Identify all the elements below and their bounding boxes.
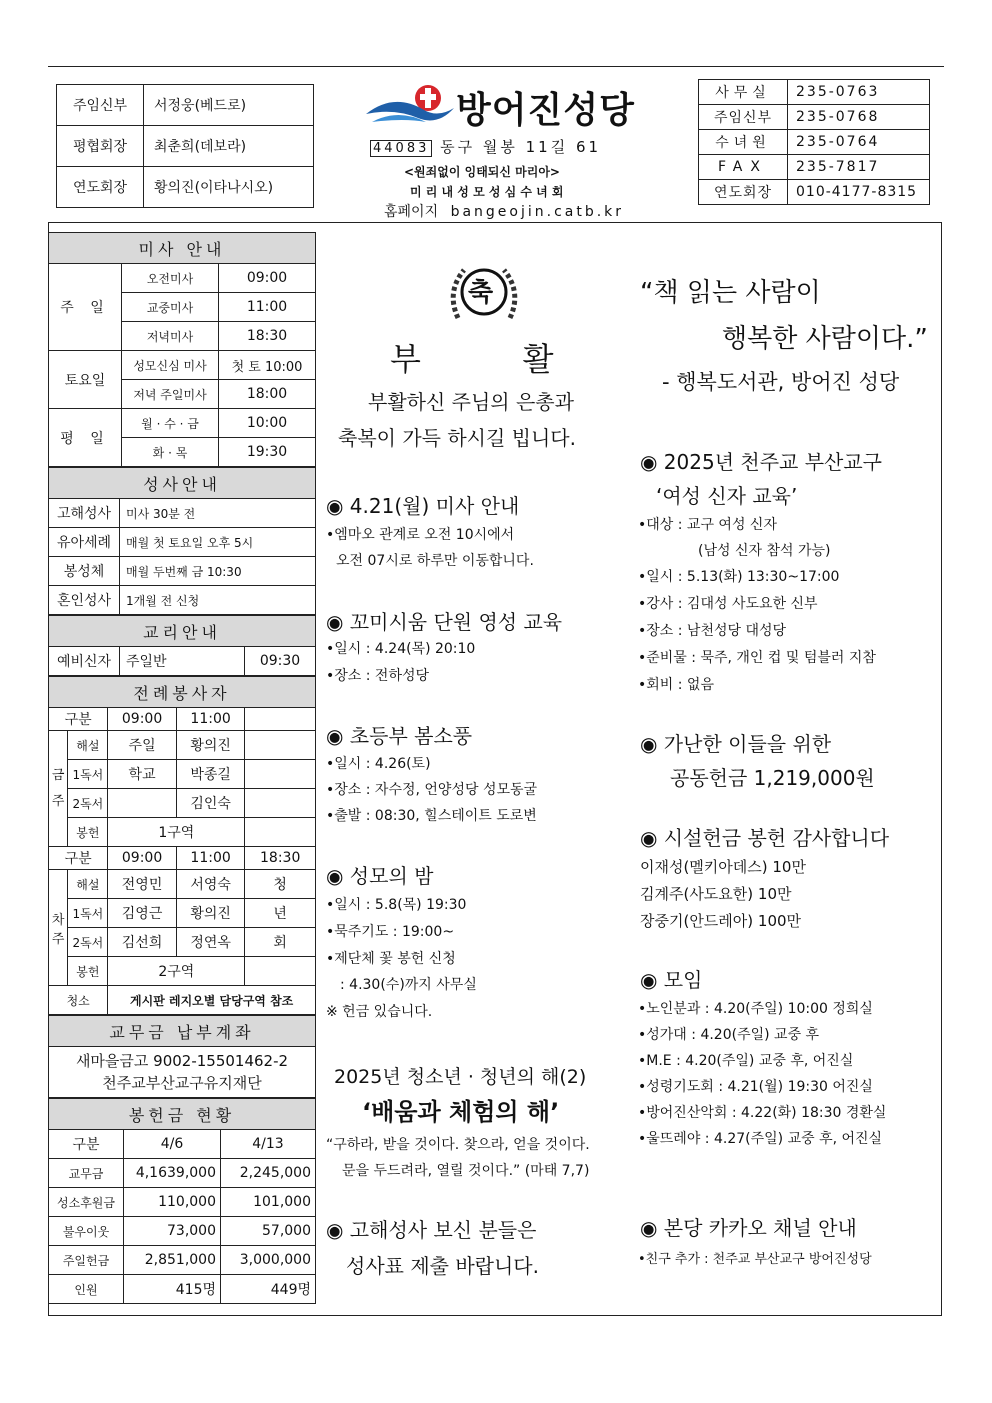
meeting: •노인분과 : 4.20(주일) 10:00 정희실 [638,1001,873,1017]
text-line: •제단체 꽃 봉헌 신청 [326,951,456,967]
mass-time: 첫 토 10:00 [219,351,316,380]
account-number: 새마을금고 9002-15501462-2 [75,1052,289,1070]
offering-value: 57,000 [221,1217,316,1246]
offering-value: 2,245,000 [221,1159,316,1188]
server: 전영민 [108,870,177,899]
meeting: •성령기도회 : 4.21(월) 19:30 어진실 [638,1079,873,1095]
zip-code: 44083 [370,140,432,157]
mass-time: 11:00 [219,293,316,322]
contact-number: 235-0768 [788,105,930,130]
text-line: •일시 : 4.24(목) 20:10 [326,641,476,657]
text-line: •강사 : 김대성 사도요한 신부 [638,596,818,612]
liturgy-head: 18:30 [245,847,316,870]
text-line: ※ 헌금 있습니다. [326,1004,433,1020]
kakao-info: •친구 추가 : 천주교 부산교구 방어진성당 [638,1252,872,1267]
offering-value: 449명 [221,1275,316,1304]
donor: 장중기(안드레아) 100만 [640,912,802,930]
sacrament-name: 유아세례 [49,528,120,557]
top-rule [48,66,944,67]
text-line: •대상 : 교구 여성 신자 [638,517,777,533]
meeting: •울뜨레야 : 4.27(주일) 교중 후, 어진실 [638,1131,883,1147]
contact-number: 010-4177-8315 [788,180,930,205]
text-line: •회비 : 없음 [638,677,714,693]
saturday-label: 토요일 [49,351,122,409]
text-line: •출발 : 08:30, 힐스테이트 도로변 [326,808,537,824]
donor: 김계주(사도요한) 10만 [640,885,792,903]
account-info [49,1047,316,1098]
server [245,789,316,818]
staff-name: 황의진(이타나시오) [144,167,314,208]
sacrament-info: 1개월 전 신청 [120,586,316,615]
text-line: : 4.30(수)까지 사무실 [340,977,477,993]
role: 해설 [68,870,108,899]
server: 김영근 [108,899,177,928]
role: 봉헌 [68,957,108,986]
mass-name: 교중미사 [122,293,219,322]
account-holder: 천주교부산교구유지재단 [102,1074,262,1092]
homepage [384,201,624,221]
doctrine-table [48,615,316,676]
mass-time: 09:00 [219,264,316,293]
server [245,760,316,789]
address [370,136,601,157]
sacrament-table [48,467,316,615]
text-line: •묵주기도 : 19:00~ [326,924,455,940]
contact-label: 연도회장 [699,180,788,205]
contact-number: 235-0764 [788,130,930,155]
mass-title: 미사 안내 [49,233,316,264]
role: 해설 [68,731,108,760]
text-line: •일시 : 5.8(목) 19:30 [326,897,467,913]
quote-line-1: “책 읽는 사람이 [640,278,821,308]
liturgy-head: 구분 [49,708,108,731]
meeting: •M.E : 4.20(주일) 교중 후, 어진실 [638,1053,854,1069]
server: 황의진 [176,899,245,928]
text-line: •준비물 : 묵주, 개인 컵 및 텀블러 지참 [638,650,876,666]
offering-item: 주일헌금 [49,1246,124,1275]
text-line: •장소 : 자수정, 언양성당 성모동굴 [326,782,538,798]
offering-value: 110,000 [124,1188,221,1217]
mass-time: 18:30 [219,322,316,351]
contact-label: 주임신부 [699,105,788,130]
offering-value: 101,000 [221,1188,316,1217]
offering-head: 4/13 [221,1130,316,1159]
contact-label: 수녀원 [699,130,788,155]
offering-item: 성소후원금 [49,1188,124,1217]
motto: <원죄없이 잉태되신 마리아> [404,165,560,179]
doctrine-name: 예비신자 [49,647,120,676]
street-address: 동구 월봉 11길 61 [440,138,602,156]
homepage-url[interactable]: bangeojin.catb.kr [450,204,625,220]
youth-year-title: 2025년 청소년 · 청년의 해(2) [334,1066,587,1088]
quote-source: - 행복도서관, 방어진 성당 [662,370,900,394]
mass-notice-title: ◉ 4.21(월) 미사 안내 [326,494,520,518]
text-line: •장소 : 남천성당 대성당 [638,623,787,639]
mass-name: 오전미사 [122,264,219,293]
role: 2독서 [68,928,108,957]
staff-name: 최춘희(데보라) [144,126,314,167]
mass-time: 19:30 [219,438,316,467]
staff-role: 주임신부 [57,85,144,126]
text-line: •일시 : 5.13(화) 13:30~17:00 [638,569,840,585]
liturgy-head [245,708,316,731]
server: 청 [245,870,316,899]
offering-value: 4,1639,000 [124,1159,221,1188]
poor-collection-title: ◉ 가난한 이들을 위한 [640,732,832,756]
offering-title: 봉헌금 현황 [49,1099,316,1130]
text-line: •일시 : 4.26(토) [326,756,431,772]
sacrament-info: 매월 첫 토요일 오후 5시 [120,528,316,557]
account-table [48,1015,316,1098]
sacrament-title: 성사안내 [49,468,316,499]
next-week-label: 차주 [49,870,68,986]
meetings-title: ◉ 모임 [640,968,703,992]
meeting: •방어진산악회 : 4.22(화) 18:30 경환실 [638,1105,887,1121]
server: 년 [245,899,316,928]
sunday-label: 주 일 [49,264,122,351]
role: 2독서 [68,789,108,818]
staff-name: 서정웅(베드로) [144,85,314,126]
role: 봉헌 [68,818,108,847]
offering-value: 73,000 [124,1217,221,1246]
mass-name: 화 · 목 [122,438,219,467]
liturgy-head: 11:00 [176,847,245,870]
homepage-label: 홈페이지 [384,204,439,220]
staff-role: 평협회장 [57,126,144,167]
mass-name: 성모신심 미사 [122,351,219,380]
easter-greeting-1: 부활하신 주님의 은총과 [368,390,574,414]
mass-name: 저녁미사 [122,322,219,351]
server: 김선희 [108,928,177,957]
role: 1독서 [68,899,108,928]
sacrament-name: 봉성체 [49,557,120,586]
server: 학교 [108,760,177,789]
liturgy-head: 11:00 [176,708,245,731]
scripture-line-1: “구하라, 받을 것이다. 찾으라, 얻을 것이다. [326,1137,590,1153]
liturgy-head: 09:00 [108,847,177,870]
offering-table [48,1098,316,1304]
kakao-title: ◉ 본당 카카오 채널 안내 [640,1216,857,1240]
women-edu-subtitle: ‘여성 신자 교육’ [656,484,798,508]
meeting: •성가대 : 4.20(주일) 교중 후 [638,1027,820,1043]
weekday-label: 평 일 [49,409,122,467]
picnic-title: ◉ 초등부 봄소풍 [326,724,473,748]
poor-collection-amount: 공동헌금 1,219,000원 [670,766,875,790]
mass-name: 월 · 수 · 금 [122,409,219,438]
church-logo-icon [364,78,456,128]
text-line: 오전 07시로 하루만 이동합니다. [336,553,534,569]
church-title: 방어진성당 [456,90,635,131]
offering-value: 2,851,000 [124,1246,221,1275]
server: 김인숙 [176,789,245,818]
server: 주일 [108,731,177,760]
liturgy-head: 구분 [49,847,108,870]
contact-label: 사무실 [699,80,788,105]
staff-table [56,84,314,208]
liturgy-table [48,676,316,1015]
text-line: •장소 : 전하성당 [326,668,430,684]
easter-title: 부 활 [390,340,554,378]
donor: 이재성(멜키아데스) 10만 [640,858,806,876]
comitium-title: ◉ 꼬미시움 단원 영성 교육 [326,610,563,634]
contact-label: FAX [699,155,788,180]
staff-role: 연도회장 [57,167,144,208]
doctrine-title: 교리안내 [49,616,316,647]
contact-number: 235-0763 [788,80,930,105]
confession-text: 성사표 제출 바랍니다. [346,1254,539,1278]
cleaning-label: 청소 [49,986,108,1015]
server: 서영숙 [176,870,245,899]
account-title: 교무금 납부계좌 [49,1016,316,1047]
quote-line-2: 행복한 사람이다.” [722,324,928,354]
youth-year-subtitle: ‘배움과 체험의 해’ [362,1098,560,1126]
easter-greeting-2: 축복이 가득 하시길 빕니다. [338,426,576,450]
offering-item: 불우이웃 [49,1217,124,1246]
sacrament-info: 미사 30분 전 [120,499,316,528]
offering-item: 인원 [49,1275,124,1304]
scripture-line-2: 문을 두드려라, 열릴 것이다.” (마태 7,7) [342,1163,590,1179]
server: 정연옥 [176,928,245,957]
server [108,789,177,818]
women-edu-title: ◉ 2025년 천주교 부산교구 [640,450,882,474]
may-night-title: ◉ 성모의 밤 [326,864,434,888]
sacrament-name: 혼인성사 [49,586,120,615]
chuk-char: 축 [468,278,494,308]
liturgy-title: 전례봉사자 [49,677,316,708]
text-line: (남성 신자 참석 가능) [698,543,831,559]
mass-table [48,232,316,467]
liturgy-head: 09:00 [108,708,177,731]
server: 회 [245,928,316,957]
sidebar [48,232,316,1304]
sacrament-info: 매월 두번째 금 10:30 [120,557,316,586]
offering-value: 3,000,000 [221,1246,316,1275]
server: 2구역 [108,957,245,986]
offering-head: 4/6 [124,1130,221,1159]
server: 박종길 [176,760,245,789]
role: 1독서 [68,760,108,789]
sacrament-name: 고해성사 [49,499,120,528]
text-line: •엠마오 관계로 오전 10시에서 [326,527,515,543]
this-week-label: 금주 [49,731,68,847]
mass-name: 저녁 주일미사 [122,380,219,409]
offering-item: 교무금 [49,1159,124,1188]
server: 황의진 [176,731,245,760]
offering-head: 구분 [49,1130,124,1159]
doctrine-time: 09:30 [245,647,316,676]
contact-number: 235-7817 [788,155,930,180]
mass-time: 18:00 [219,380,316,409]
offering-value: 415명 [124,1275,221,1304]
server: 1구역 [108,818,245,847]
server [245,731,316,760]
doctrine-class: 주일반 [120,647,245,676]
confession-title: ◉ 고해성사 보신 분들은 [326,1218,537,1242]
facility-thanks-title: ◉ 시설헌금 봉헌 감사합니다 [640,826,890,850]
cleaning-info: 게시판 레지오별 담당구역 참조 [108,986,316,1015]
contact-table [698,79,930,205]
religious-order: 미 리 내 성 모 성 심 수 녀 회 [410,185,564,199]
mass-time: 10:00 [219,409,316,438]
